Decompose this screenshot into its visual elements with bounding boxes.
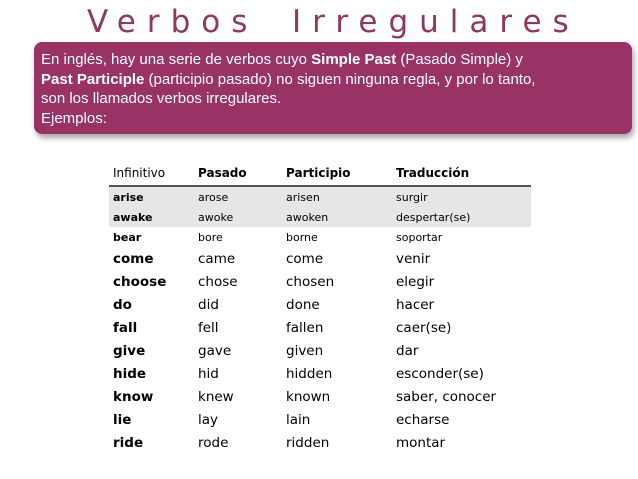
intro-text [41, 50, 627, 128]
cell-infinitivo: fall [113, 319, 138, 336]
table-row [109, 207, 531, 227]
past-participle-term: Past Participle [41, 70, 145, 88]
cell-pasado: bore [198, 230, 223, 244]
cell-pasado: arose [194, 186, 282, 207]
slide-title [0, 4, 638, 44]
table-row [109, 270, 531, 293]
intro-text-part: En inglés, hay una serie de verbos cuyo [41, 51, 312, 68]
cell-participio: known [286, 388, 331, 405]
intro-line-1 [41, 50, 627, 70]
cell-infinitivo: hide [113, 365, 147, 382]
cell-pasado: awoke [194, 207, 282, 227]
intro-line-2 [41, 70, 627, 90]
table-row [109, 408, 531, 431]
header-infinitivo: Infinitivo [109, 161, 194, 186]
table-header-row [109, 161, 531, 186]
header-traduccion: Traducción [392, 161, 531, 186]
cell-traduccion: venir [396, 250, 431, 267]
intro-text-part: (participio pasado) no siguen ninguna regla, y por lo tanto, [144, 70, 536, 88]
cell-infinitivo: choose [113, 273, 167, 290]
intro-line-3: son los llamados verbos irregulares. [41, 90, 282, 107]
cell-traduccion: despertar(se) [392, 207, 531, 227]
cell-pasado: gave [198, 342, 232, 359]
cell-pasado: chose [198, 273, 238, 290]
cell-infinitivo: arise [109, 186, 194, 207]
cell-participio: done [286, 296, 320, 313]
intro-text-part: (Pasado Simple) y [396, 51, 523, 68]
simple-past-term: Simple Past [311, 51, 397, 68]
cell-traduccion: saber, conocer [396, 388, 497, 405]
cell-infinitivo: bear [113, 230, 142, 244]
cell-traduccion: soportar [396, 230, 443, 244]
verbs-table-container [109, 161, 531, 454]
cell-pasado: lay [198, 411, 219, 428]
cell-traduccion: echarse [396, 411, 450, 428]
header-participio: Participio [282, 161, 392, 186]
cell-traduccion: hacer [396, 296, 435, 313]
cell-traduccion: dar [396, 342, 419, 359]
cell-participio: awoken [282, 207, 392, 227]
table-row [109, 247, 531, 270]
cell-participio: lain [286, 411, 311, 428]
table-row [109, 339, 531, 362]
cell-participio: borne [286, 230, 318, 244]
cell-participio: fallen [286, 319, 324, 336]
intro-line-4: Ejemplos: [41, 109, 107, 127]
title-word-verbos: Verbos [87, 4, 259, 40]
cell-infinitivo: do [113, 296, 132, 313]
cell-traduccion: montar [396, 434, 446, 451]
cell-participio: given [286, 342, 324, 359]
cell-infinitivo: know [113, 388, 154, 405]
cell-participio: arisen [282, 186, 392, 207]
table-row [109, 186, 531, 207]
cell-traduccion: caer(se) [396, 319, 452, 336]
cell-pasado: came [198, 250, 236, 267]
table-row [109, 431, 531, 454]
intro-banner [34, 42, 632, 134]
cell-infinitivo: lie [113, 411, 132, 428]
cell-infinitivo: give [113, 342, 146, 359]
table-row [109, 227, 531, 247]
cell-traduccion: surgir [392, 186, 531, 207]
cell-participio: ridden [286, 434, 330, 451]
table-row [109, 385, 531, 408]
table-row [109, 293, 531, 316]
cell-pasado: hid [198, 365, 219, 382]
cell-infinitivo: awake [109, 207, 194, 227]
table-row [109, 316, 531, 339]
verbs-table [109, 161, 531, 454]
cell-traduccion: elegir [396, 273, 435, 290]
header-pasado: Pasado [194, 161, 282, 186]
cell-participio: chosen [286, 273, 335, 290]
cell-participio: come [286, 250, 324, 267]
cell-pasado: knew [198, 388, 234, 405]
cell-pasado: rode [198, 434, 229, 451]
cell-participio: hidden [286, 365, 333, 382]
cell-traduccion: esconder(se) [396, 365, 484, 382]
cell-pasado: fell [198, 319, 219, 336]
cell-infinitivo: come [113, 250, 154, 267]
cell-infinitivo: ride [113, 434, 144, 451]
table-row [109, 362, 531, 385]
title-word-irregulares: Irregulares [292, 4, 580, 40]
cell-pasado: did [198, 296, 219, 313]
